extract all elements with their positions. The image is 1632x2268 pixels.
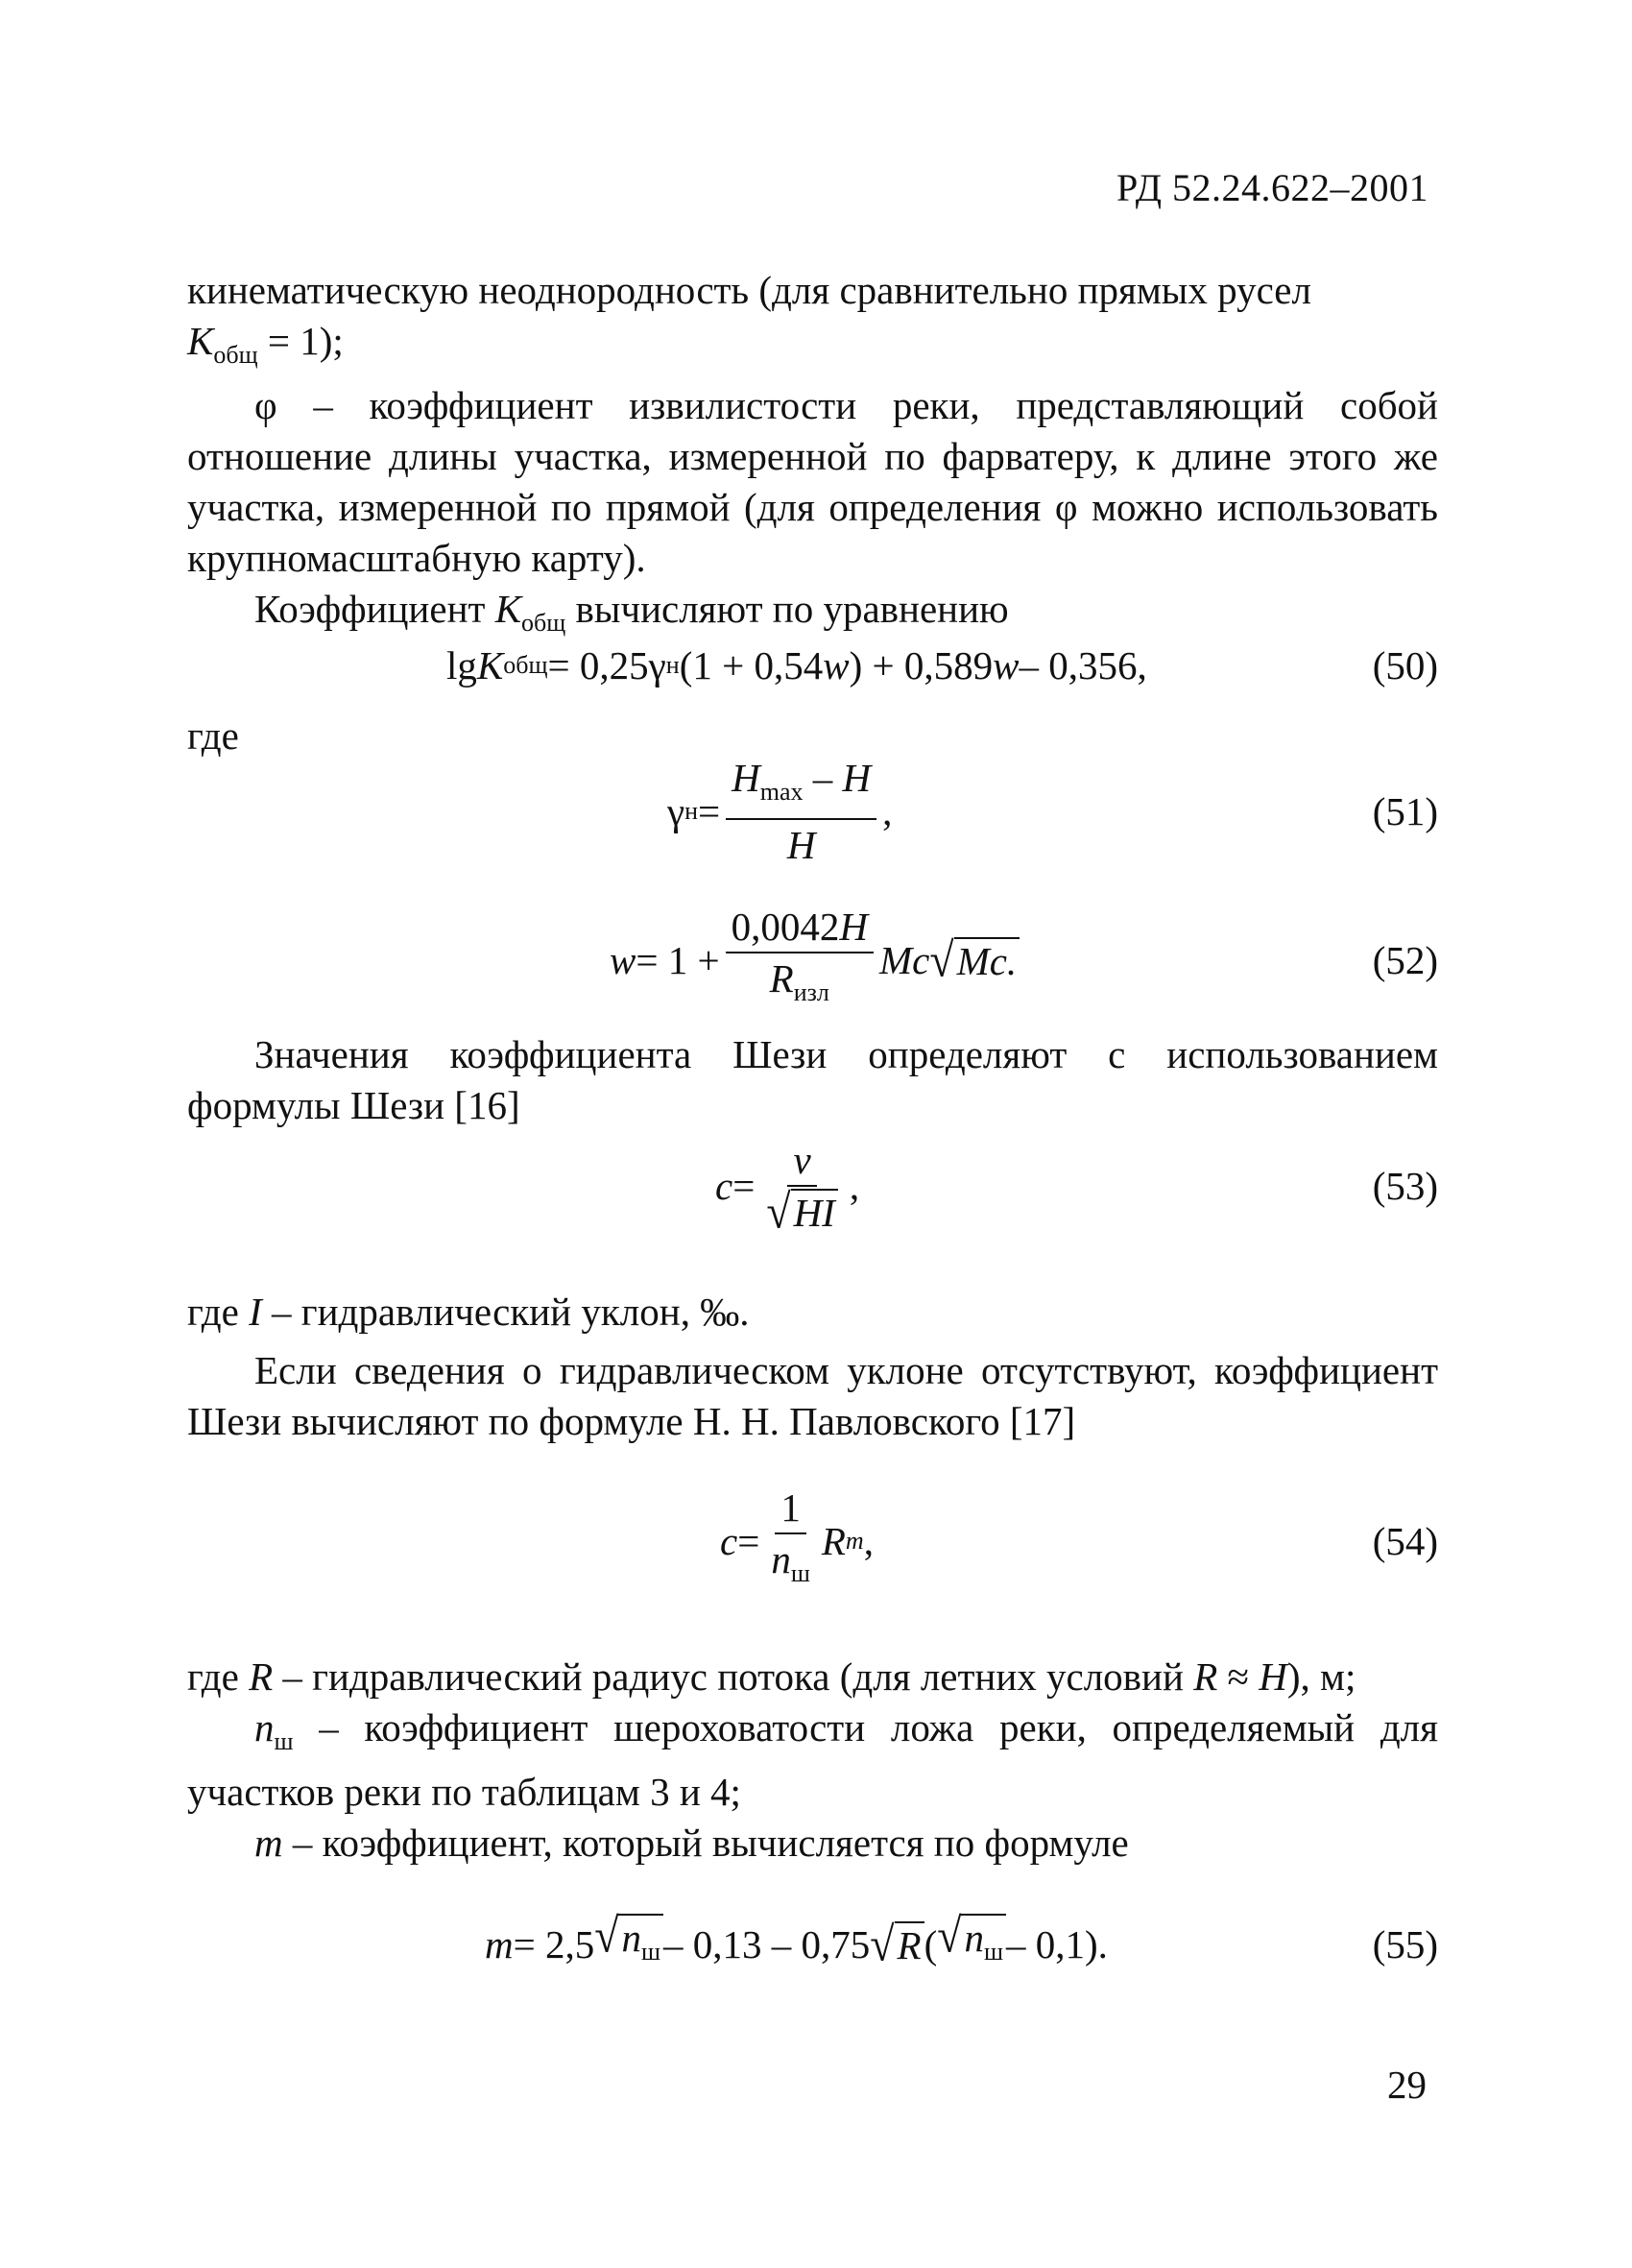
page-number: 29 [1387,2063,1427,2107]
eq-term: R [769,956,794,1001]
eq-term: R [897,1923,922,1967]
superscript: m [845,1527,864,1555]
where-label: где [187,713,239,758]
symbol-n: n [254,1705,275,1749]
eq-term: n [771,1537,791,1582]
eq-term: = [698,789,721,833]
eq-term: – 0,13 – 0,75 [663,1922,871,1966]
symbol-r: R [1193,1654,1218,1699]
radicand [791,1189,838,1235]
eq-term: R [821,1519,846,1563]
denominator [760,1183,844,1238]
paragraph-text: кинематическую неоднородность (для сравнительно прямых русел [187,268,1311,312]
running-header: РД 52.24.622–2001 [1116,166,1428,209]
eq-term: H [842,756,872,801]
square-root [937,1909,1006,1974]
equation-number: (53) [1372,1164,1438,1208]
eq-term: – 0,356, [1019,643,1147,688]
paragraph-text: ), м; [1286,1654,1356,1699]
equation-number: (50) [1372,643,1438,688]
equation-number: (51) [1372,789,1438,833]
subscript: общ [521,609,566,638]
equation-number: (54) [1372,1519,1438,1563]
paragraph-text: где [187,1654,250,1699]
eq-term: – 0,1). [1006,1922,1108,1966]
equation-51 [187,754,1438,869]
eq-term: H [839,905,868,950]
radical-sign: √ [594,1909,619,1964]
equation-50 [187,627,1438,704]
square-root [594,1909,663,1974]
symbol-i: I [249,1290,262,1334]
eq-term: (1 + 0,54 [679,643,824,688]
eq-term: HI [793,1190,835,1235]
eq-term: = 0,25γ [547,643,666,688]
paragraph-text: Коэффициент [254,587,495,632]
eq-term: n [964,1916,984,1961]
eq-term: , [863,1519,874,1563]
equation-body [667,754,892,869]
paragraph-text: – коэффициент извилистости реки, представляющий собой отношение длины участка, измеренной по фарватеру, к длине этого же участка, измеренной по прямой (для определения φ можно использовать крупномасштабную карту). [187,383,1438,581]
equation-number: (55) [1372,1922,1438,1966]
subscript: ш [790,1559,810,1588]
paragraph-kinematic [187,265,1438,380]
paragraph-text: ≈ [1217,1654,1260,1699]
eq-term: , [849,1164,860,1208]
equation-52 [187,903,1438,1018]
paragraph-pavlovsky: Если сведения о гидравлическом уклоне отсутствуют, коэффициент Шези вычисляют по формуле Н. Н. Павловского [17] [187,1348,1438,1443]
paragraph-m [187,1818,1438,1869]
equation-body [720,1484,874,1599]
radicand [954,937,1020,983]
paragraph-text: – коэффициент шероховатости ложа реки, определяемый для участков реки по таблицам 3 и 4; [187,1705,1438,1815]
fraction [726,755,876,867]
equation-text: = 1); [257,319,344,363]
radicand [618,1914,663,1974]
paragraph-text: – гидравлический уклон, ‰. [261,1290,750,1334]
square-root [766,1183,838,1238]
eq-term: Mc. [956,939,1018,983]
radical-sign: √ [929,932,954,987]
paragraph-text: где [187,1290,250,1334]
eq-term: c [715,1164,733,1208]
eq-term: K [476,643,504,688]
radicand [961,1914,1006,1974]
eq-term: H [732,756,760,801]
paragraph-radius [187,1652,1438,1702]
paragraph-slope [187,1287,1438,1338]
subscript: ш [640,1938,661,1966]
equation-55 [187,1896,1438,1992]
eq-term: γ [667,789,685,833]
eq-term: H [786,822,816,867]
paragraph-text: вычисляют по уравнению [565,587,1009,632]
eq-term: w [823,643,850,688]
eq-term: w [993,643,1020,688]
eq-term: n [621,1916,641,1961]
numerator [726,755,876,819]
equation-body [610,903,1020,1018]
equation-54 [187,1484,1438,1599]
paragraph-roughness [187,1702,1438,1818]
symbol-k: K [187,319,214,363]
eq-term: Mc [878,938,930,982]
subscript: изл [793,978,829,1007]
symbol-m: m [254,1821,283,1866]
numerator [775,1484,806,1534]
text-block-radius [187,1652,1438,1869]
eq-term: , [882,789,893,833]
paragraph-text: – гидравлический радиус потока (для летних условий [273,1654,1194,1699]
numerator [787,1137,816,1187]
fraction [726,904,874,1016]
equation-number: (52) [1372,938,1438,982]
symbol-phi: φ [254,383,277,428]
equation-53 [187,1128,1438,1243]
text-block-chezy [187,1029,1438,1131]
eq-term: c [720,1519,738,1563]
eq-term: ) + 0,589 [849,643,994,688]
radical-sign: √ [937,1909,962,1964]
denominator [764,953,835,1016]
text-block-top [187,265,1438,648]
eq-term: 0,0042 [731,905,840,950]
subscript: ш [274,1727,294,1756]
paragraph-chezy: Значения коэффициента Шези определяют с использованием формулы Шези [16] [187,1032,1438,1127]
equation-body [715,1128,859,1243]
eq-term: – [803,756,843,801]
radicand [895,1921,924,1967]
fraction [760,1137,844,1236]
eq-term: = [732,1164,756,1208]
subscript: н [684,797,699,825]
square-root [929,932,1020,987]
symbol-k: K [494,587,522,632]
subscript: max [759,778,804,807]
eq-term: v [793,1137,811,1182]
subscript: ш [983,1938,1003,1966]
symbol-r: R [249,1654,274,1699]
eq-term: w [610,938,636,982]
equation-body [485,1896,1108,1992]
denominator [765,1534,816,1597]
eq-term: lg [446,643,477,688]
numerator [726,904,874,953]
denominator [781,820,822,868]
radical-sign: √ [766,1183,791,1238]
eq-term: = 1 + [636,938,720,982]
text-block-slope [187,1287,1438,1447]
eq-term: 1 [780,1485,801,1531]
subscript: н [665,651,680,679]
eq-term: m [485,1922,514,1966]
radical-sign: √ [870,1917,895,1971]
eq-term: ( [924,1922,938,1966]
paragraph-phi [187,380,1438,584]
eq-term: = [737,1519,760,1563]
equation-body [446,627,1147,704]
subscript: общ [503,651,548,679]
paragraph-text: – коэффициент, который вычисляется по формуле [282,1821,1129,1866]
square-root [870,1917,924,1971]
eq-term: = 2,5 [513,1922,595,1966]
symbol-h: H [1259,1654,1287,1699]
subscript: общ [213,341,258,370]
fraction [765,1484,816,1597]
